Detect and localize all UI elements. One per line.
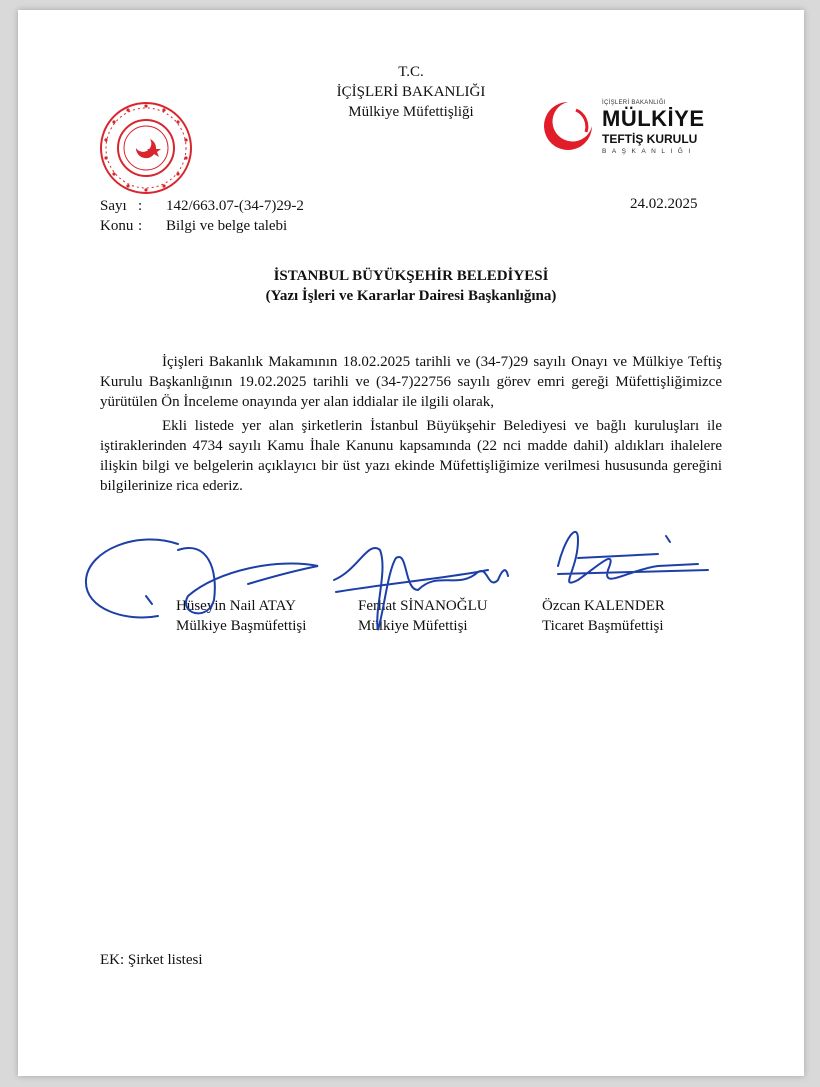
letter-body bbox=[100, 352, 722, 496]
red-globe-star-icon bbox=[542, 100, 594, 152]
sayi-label: Sayı bbox=[100, 198, 127, 214]
document-page bbox=[18, 10, 804, 1076]
signature-block-2 bbox=[358, 596, 488, 636]
body-paragraph-1: İçişleri Bakanlık Makamının 18.02.2025 tarihli ve (34-7)29 sayılı Onayı ve Mülkiye Teftiş Kurulu Başkanlığının 19.02.2025 tarihli ve (34-7)22756 sayılı görev emri gereği Müfettişliğimizce yürütülen Ön İnceleme onayında yer alan iddialar ile ilgili olarak, bbox=[100, 354, 722, 410]
addressee-line2: (Yazı İşleri ve Kararlar Dairesi Başkanlığına) bbox=[265, 288, 557, 304]
signer-title: Mülkiye Başmüfettişi bbox=[176, 618, 307, 634]
ministry-seal-icon bbox=[98, 100, 194, 196]
logo-ministry-text: İÇİŞLERİ BAKANLIĞI bbox=[602, 100, 666, 106]
sayi-separator: : bbox=[138, 198, 143, 214]
logo-subtitle-text: TEFTİŞ KURULU bbox=[602, 132, 698, 146]
letterhead-department: Mülkiye Müfettişliği bbox=[348, 104, 474, 120]
logo-title-text: MÜLKİYE bbox=[602, 106, 705, 131]
document-date: 24.02.2025 bbox=[630, 196, 698, 212]
letterhead-tc: T.C. bbox=[398, 64, 424, 80]
signer-name: Özcan KALENDER bbox=[542, 598, 665, 614]
signer-title: Ticaret Başmüfettişi bbox=[542, 618, 664, 634]
sayi-row bbox=[100, 196, 304, 216]
body-paragraph-2: Ekli listede yer alan şirketlerin İstanbul Büyükşehir Belediyesi ve bağlı kuruluşları ile iştiraklerinden 4734 sayılı Kamu İhale Kanunu kapsamında (22 nci madde dahil) aldıkları ihalelere ilişkin bilgi ve belgelerin açıklayıcı bir üst yazı ekinde Müfettişliğimize verilmesi hususunda gereğini bilgilerinize rica ederiz. bbox=[100, 418, 722, 494]
letterhead-ministry: İÇİŞLERİ BAKANLIĞI bbox=[336, 84, 486, 100]
konu-row bbox=[100, 216, 304, 236]
signer-name: Hüseyin Nail ATAY bbox=[176, 598, 296, 614]
attachment-note: EK: Şirket listesi bbox=[100, 952, 203, 968]
sayi-value: 142/663.07-(34-7)29-2 bbox=[166, 198, 304, 214]
konu-label: Konu bbox=[100, 218, 134, 234]
signature-block-3 bbox=[542, 596, 665, 636]
logo-bottom-text: BAŞKANLIĞI bbox=[602, 148, 696, 155]
konu-separator: : bbox=[138, 218, 143, 234]
signature-block-1 bbox=[176, 596, 306, 636]
signer-name: Ferhat SİNANOĞLU bbox=[358, 598, 488, 614]
signer-title: Mülkiye Müfettişi bbox=[358, 618, 468, 634]
addressee-line1: İSTANBUL BÜYÜKŞEHİR BELEDİYESİ bbox=[273, 268, 549, 284]
mulkiye-logo bbox=[542, 100, 732, 162]
addressee bbox=[18, 266, 804, 306]
reference-block bbox=[100, 196, 304, 236]
signature-scribble-3 bbox=[558, 532, 708, 583]
konu-value: Bilgi ve belge talebi bbox=[166, 218, 288, 234]
